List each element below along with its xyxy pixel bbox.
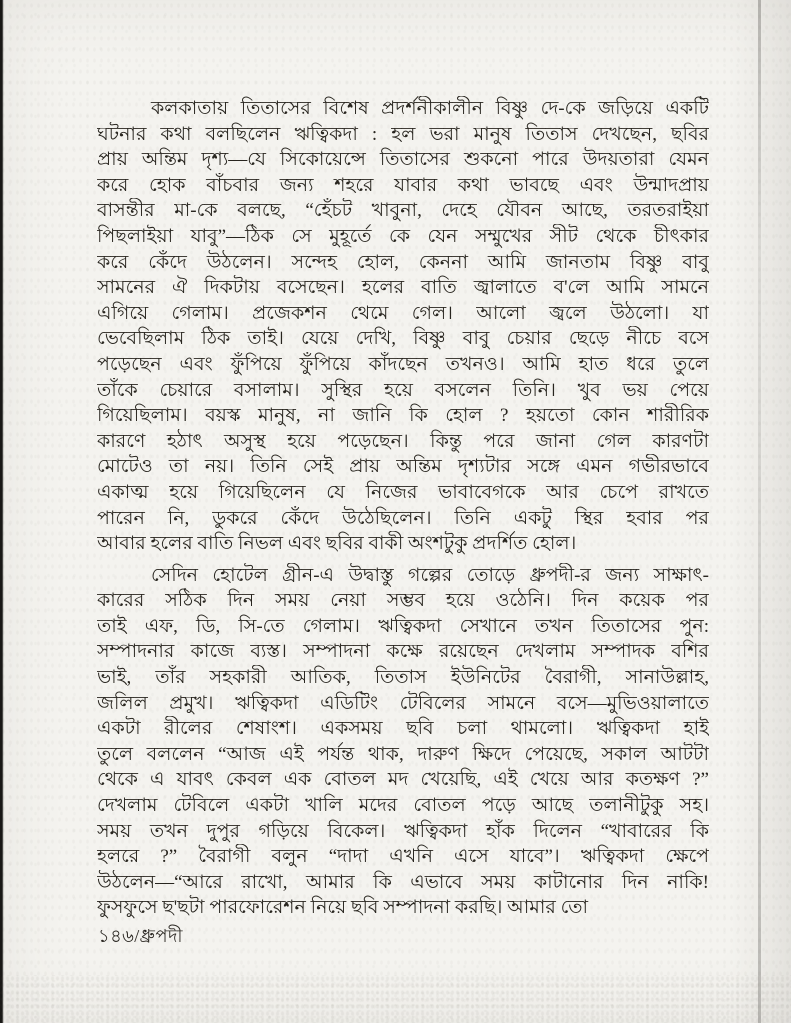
- text-line: একাত্ম হয়ে গিয়েছিলেন যে নিজের ভাবাবেগকে আর চেপে রাখতে: [97, 481, 709, 503]
- text-line: একটা রীলের শেষাংশ। একসময় ছবি চলা থামলো। ঋত্বিকদা হাই: [97, 718, 709, 740]
- text-line: পারেন নি, ডুকরে কেঁদে উঠেছিলেন। তিনি একটু স্থির হবার পর: [97, 507, 709, 529]
- paragraph: [97, 96, 709, 557]
- text-line: সেদিন হোটেল গ্রীন-এ উদ্বাস্তু গল্পের তোড়ে ধ্রুপদী-র জন্য সাক্ষাৎ-: [151, 564, 709, 586]
- scan-edge-shadow: [0, 0, 4, 1023]
- text-line: করে কেঁদে উঠলেন। সন্দেহ হোল, কেননা আমি জানতাম বিষ্ণু বাবু: [97, 251, 709, 273]
- text-line: মোটেও তা নয়। তিনি সেই প্রায় অন্তিম দৃশ্যটার সঙ্গে এমন গভীরভাবে: [97, 456, 709, 478]
- text-line: সম্পাদনার কাজে ব্যস্ত। সম্পাদনা কক্ষে রয়েছেন দেখলাম সম্পাদক বশির: [97, 641, 709, 663]
- text-line: ফুসফুসে ছ'ছটা পারফোরেশন নিয়ে ছবি সম্পাদনা করছি। আমার তো: [97, 897, 589, 919]
- text-line: তুলে বললেন “আজ এই পর্যন্ত থাক, দারুণ ক্ষিদে পেয়েছে, সকাল আটটা: [97, 743, 709, 765]
- page-crease-line: [758, 0, 761, 1023]
- text-line: কলকাতায় তিতাসের বিশেষ প্রদর্শনীকালীন বিষ্ণু দে-কে জড়িয়ে একটি: [151, 98, 709, 119]
- text-line: গিয়েছিলাম। বয়স্ক মানুষ, না জানি কি হোল ? হয়তো কোন শারীরিক: [97, 405, 709, 427]
- page-curvature-shade: [731, 0, 791, 1023]
- paragraph: [97, 563, 709, 921]
- text-line: থেকে এ যাবৎ কেবল এক বোতল মদ খেয়েছি, এই খেয়ে আর কতক্ষণ ?”: [97, 769, 709, 791]
- text-line: ঘটনার কথা বলছিলেন ঋত্বিকদা : হল ভরা মানুষ তিতাস দেখছেন, ছবির: [97, 123, 709, 145]
- text-line: তাঁকে চেয়ারে বসালাম। সুস্থির হয়ে বসলেন তিনি। খুব ভয় পেয়ে: [97, 379, 709, 401]
- text-line: কারের সঠিক দিন সময় নেয়া সম্ভব হয়ে ওঠেনি। দিন কয়েক পর: [97, 590, 709, 612]
- scan-noise-band: [0, 975, 791, 1023]
- text-line: সামনের ঐ দিকটায় বসেছেন। হলের বাতি জ্বালাতে ব'লে আমি সামনে: [97, 277, 709, 299]
- text-line: তাই এফ, ডি, সি-তে গেলাম। ঋত্বিকদা সেখানে তখন তিতাসের পুন:: [97, 615, 709, 637]
- text-line: করে হোক বাঁচবার জন্য শহরে যাবার কথা ভাবছে এবং উন্মাদপ্রায়: [97, 174, 709, 196]
- text-line: ভাই, তাঁর সহকারী আতিক, তিতাস ইউনিটের বৈরাগী, সানাউল্লাহ,: [97, 667, 709, 689]
- text-line: ভেবেছিলাম ঠিক তাই। যেয়ে দেখি, বিষ্ণু বাবু চেয়ার ছেড়ে নীচে বসে: [97, 328, 709, 350]
- text-line: উঠলেন—“আরে রাখো, আমার কি এভাবে সময় কাটানোর দিন নাকি!: [97, 871, 709, 893]
- text-line: আবার হলের বাতি নিভল এবং ছবির বাকী অংশটুকু প্রদর্শিত হোল।: [97, 533, 577, 555]
- text-line: জলিল প্রমুখ। ঋত্বিকদা এডিটিং টেবিলের সামনে বসে—মুভিওয়ালাতে: [97, 692, 709, 714]
- text-line: কারণে হঠাৎ অসুস্থ হয়ে পড়েছেন। কিন্তু পরে জানা গেল কারণটা: [97, 430, 709, 452]
- page-footer-signature: ১৪৬/ধ্রুপদী: [98, 926, 183, 946]
- text-line: হলরে ?” বৈরাগী বলুন “দাদা এখনি এসে যাবে”। ঋত্বিকদা ক্ষেপে: [97, 846, 709, 868]
- text-line: পড়েছেন এবং ফুঁপিয়ে ফুঁপিয়ে কাঁদছেন তখনও। আমি হাত ধরে তুলে: [97, 353, 709, 375]
- text-line: সময় তখন দুপুর গড়িয়ে বিকেল। ঋত্বিকদা হাঁক দিলেন “খাবারের কি: [97, 820, 709, 842]
- text-line: পিছলাইয়া যাবু”—ঠিক সে মুহূর্তে কে যেন সম্মুখের সীট থেকে চীৎকার: [97, 225, 709, 247]
- body-text: [97, 96, 709, 921]
- text-line: এগিয়ে গেলাম। প্রজেকশন থেমে গেল। আলো জ্বলে উঠলো। যা: [97, 302, 709, 324]
- text-line: প্রায় অন্তিম দৃশ্য—যে সিকোয়েন্সে তিতাসের শুকনো পারে উদয়তারা যেমন: [97, 149, 709, 171]
- text-line: দেখলাম টেবিলে একটা খালি মদের বোতল পড়ে আছে তলানীটুকু সহ।: [97, 795, 709, 817]
- text-line: বাসন্তীর মা-কে বলছে, “হেঁচট খাবুনা, দেহে যৌবন আছে, তরতরাইয়া: [97, 200, 709, 222]
